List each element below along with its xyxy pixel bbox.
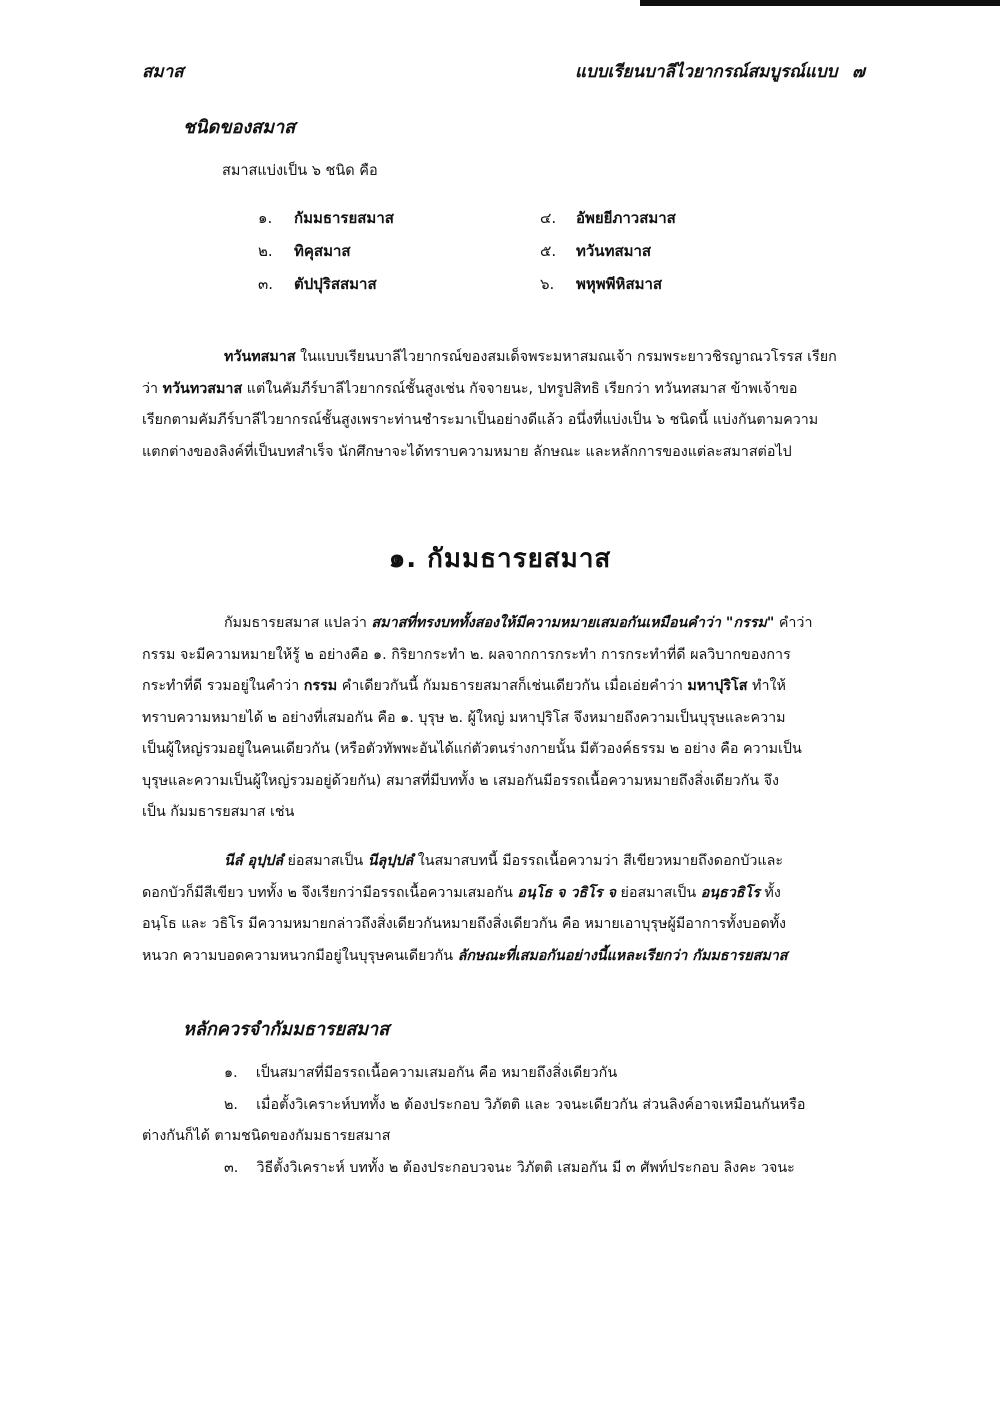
types-intro: สมาสแบ่งเป็น ๖ ชนิด คือ [222,163,378,179]
section-heading-types: ชนิดของสมาส [183,117,296,138]
running-header-title: แบบเรียนบาลีไวยากรณ์สมบูรณ์แบบ [575,62,838,82]
list-item: ๓. ตัปปุริสสมาส [258,275,377,293]
list-item: ๔. อัพยยีภาวสมาส [540,209,676,227]
paragraph-examples: นีลํ อุปฺปลํ ย่อสมาสเป็น นีลุปฺปลํ ในสมาสบทนี้ มีอรรถเนื้อความว่า สีเขียวหมายถึงดอกบัวและ ดอกบัวก็มีสีเขียว บททั้ง ๒ จึงเรียกว่ามีอรรถเนื้อความเสมอกัน อนฺโธ จ วธิโร จ ย่อสมาสเป็น อนฺธวธิโร ทั้ง อนฺโธ และ วธิโร มีความหมายกล่าวถึงสิ่งเดียวกันหมายถึงสิ่งเดียวกัน คือ หมายเอาบุรุษผู้มีอาการทั้งบอดทั้ง หนวก ความบอดความหนวกมีอยู่ในบุรุษคนเดียวกัน ลักษณะที่เสมอกันอย่างนี้แหละเรียกว่า กัมมธารยสมาส [142,853,788,964]
paragraph-tawantha: ทวันทสมาส ในแบบเรียนบาลีไวยากรณ์ของสมเด็จพระมหาสมณเจ้า กรมพระยาวชิรญาณวโรรส เรียก ว่า ทวันทวสมาส แต่ในคัมภีร์บาลีไวยากรณ์ชั้นสูงเช่น กัจจายนะ, ปทรูปสิทธิ เรียกว่า ทวันทสมาส ข้าพเจ้าขอ เรียกตามคัมภีร์บาลีไวยากรณ์ชั้นสูงเพราะท่านชำระมาเป็นอย่างดีแล้ว อนึ่งที่แบ่งเป็น ๖ ชนิดนี้ แบ่งกันตามความ แตกต่างของลิงค์ที่เป็นบทสำเร็จ นักศึกษาจะได้ทราบความหมาย ลักษณะ และหลักการของแต่ละสมาสต่อไป [142,349,837,460]
page-number: ๗ [852,62,865,82]
rules-list: ๑. เป็นสมาสที่มีอรรถเนื้อความเสมอกัน คือ หมายถึงสิ่งเดียวกัน ๒. เมื่อตั้งวิเคราะห์บททั้ง ๒ ต้องประกอบ วิภัตติ และ วจนะเดียวกัน ส่วนลิงค์อาจเหมือนกันหรือ ต่างกันก็ได้ ตามชนิดของกัมมธารยสมาส ๓. วิธีตั้งวิเคราะห์ บททั้ง ๒ ต้องประกอบวจนะ วิภัตติ เสมอกัน มี ๓ ศัพท์ประกอบ ลิงคะ วจนะ [142,1058,872,1184]
running-header-left: สมาส [142,62,184,82]
section-heading-rules: หลักควรจำกัมมธารยสมาส [183,1019,390,1040]
rule-item: ๒. เมื่อตั้งวิเคราะห์บททั้ง ๒ ต้องประกอบ วิภัตติ และ วจนะเดียวกัน ส่วนลิงค์อาจเหมือนกันหรือ [224,1096,806,1113]
list-item: ๕. ทวันทสมาส [540,242,652,260]
list-item: ๒. ทิคุสมาส [258,242,351,260]
scan-edge-bar [640,0,1000,6]
paragraph-definition: กัมมธารยสมาส แปลว่า สมาสที่ทรงบททั้งสองให้มีความหมายเสมอกันเหมือนคำว่า "กรรม" คำว่า กรรม จะมีความหมายให้รู้ ๒ อย่างคือ ๑. กิริยากระทำ ๒. ผลจากการกระทำ การกระทำที่ดี ผลวิบากของการ กระทำที่ดี รวมอยู่ในคำว่า กรรม คำเดียวกันนี้ กัมมธารยสมาสก็เช่นเดียวกัน เมื่อเอ่ยคำว่า มหาปุริโส ทำให้ ทราบความหมายได้ ๒ อย่างที่เสมอกัน คือ ๑. บุรุษ ๒. ผู้ใหญ่ มหาปุริโส จึงหมายถึงความเป็นบุรุษและความ เป็นผู้ใหญ่รวมอยู่ในคนเดียวกัน (หรือตัวทัพพะอันได้แก่ตัวตนร่างกายนั้น มีตัวองค์ธรรม ๒ อย่าง คือ ความเป็น บุรุษและความเป็นผู้ใหญ่รวมอยู่ด้วยกัน) สมาสที่มีบททั้ง ๒ เสมอกันมีอรรถเนื้อความหมายถึงสิ่งเดียวกัน จึง เป็น กัมมธารยสมาส เช่น [142,615,813,820]
list-item: ๖. พหุพพีหิสมาส [540,275,663,293]
rule-item: ๓. วิธีตั้งวิเคราะห์ บททั้ง ๒ ต้องประกอบวจนะ วิภัตติ เสมอกัน มี ๓ ศัพท์ประกอบ ลิงคะ วจนะ [224,1159,795,1176]
list-item: ๑. กัมมธารยสมาส [258,209,394,227]
chapter-title: ๑. กัมมธารยสมาส [388,544,612,574]
rule-item: ๑. เป็นสมาสที่มีอรรถเนื้อความเสมอกัน คือ หมายถึงสิ่งเดียวกัน [224,1065,618,1081]
